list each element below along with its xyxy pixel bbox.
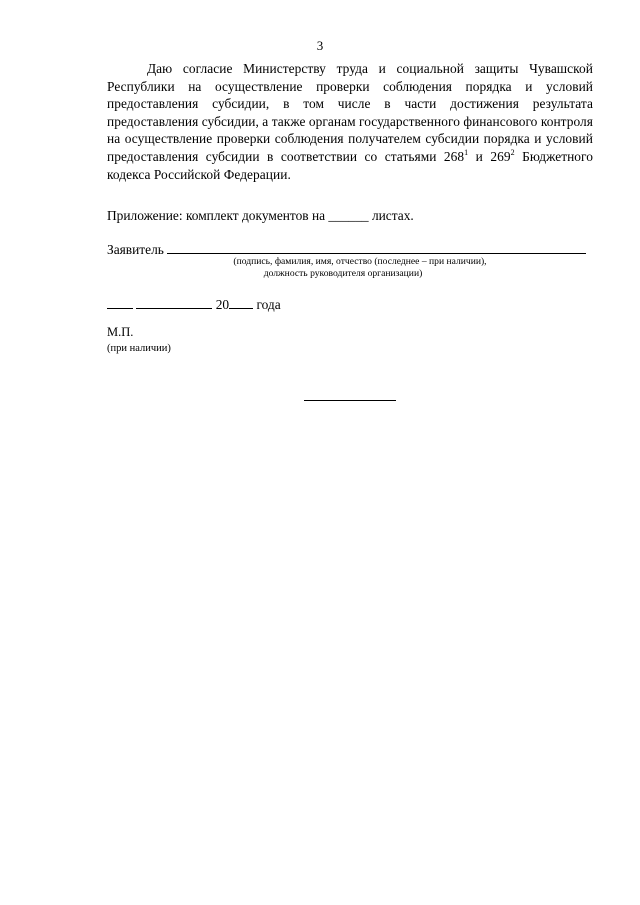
date-row <box>107 296 281 313</box>
footnote-marker-1: 1 <box>464 147 469 157</box>
applicant-signature-line <box>167 240 586 254</box>
stamp-note: (при наличии) <box>107 343 171 354</box>
stamp-label: М.П. <box>107 325 134 339</box>
consent-text-part3: Бюджетного кодекса Российской Федерации. <box>107 148 594 182</box>
attachment-suffix: листах. <box>368 208 414 223</box>
consent-paragraph <box>107 60 593 183</box>
page-number: 3 <box>316 38 324 53</box>
attachment-line <box>107 208 414 224</box>
year-prefix: 20 <box>215 297 230 312</box>
footnote-marker-2: 2 <box>510 147 515 157</box>
day-blank <box>107 296 133 309</box>
year-suffix: года <box>253 297 281 312</box>
month-blank <box>136 296 212 309</box>
applicant-label: Заявитель <box>107 242 164 257</box>
year-blank <box>229 296 253 309</box>
consent-text-part1: Даю согласие Министерству труда и социальной защиты Чувашской Республики на осуществление проверки соблюдения порядка и условий предоставления субсидии, в том числе в части достижения результата предоставления субсидии, а также органам государственного финансового контроля на осуществление проверки соблюдения получателем субсидии порядка и условий предоставления субсидии в соответствии со статьями 268 <box>107 61 593 164</box>
sheet-count-blank: ______ <box>328 208 369 223</box>
end-rule <box>304 400 396 401</box>
attachment-prefix: Приложение: комплект документов на <box>107 208 329 223</box>
applicant-hint-line1: (подпись, фамилия, имя, отчество (последнее – при наличии), <box>233 256 487 267</box>
applicant-hint-line2: должность руководителя организации) <box>263 268 423 279</box>
consent-text-part2: и 269 <box>468 148 511 164</box>
